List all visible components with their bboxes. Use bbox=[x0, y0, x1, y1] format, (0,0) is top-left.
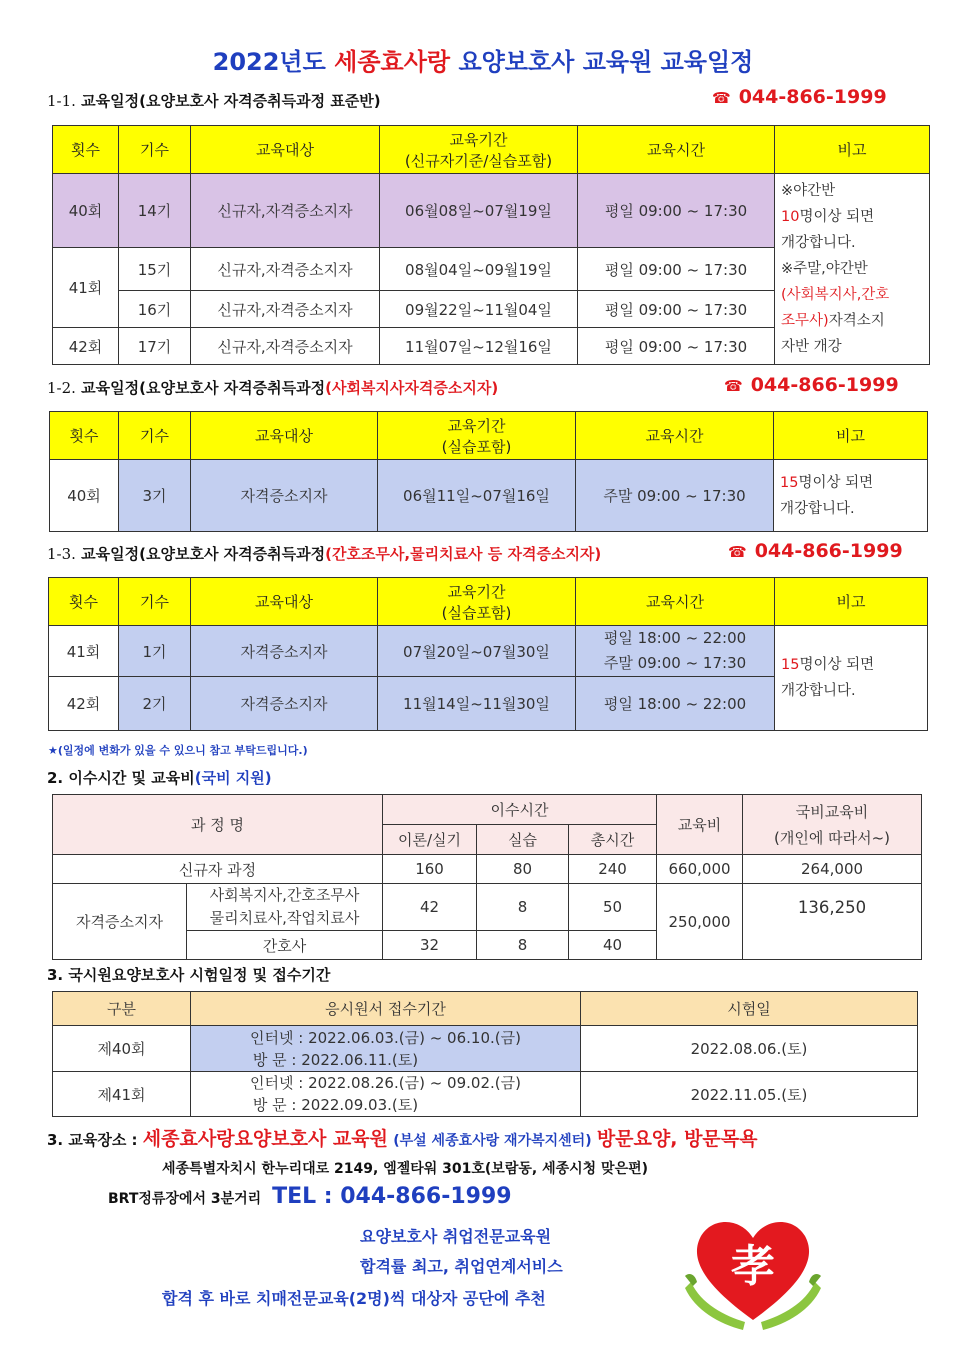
cell-round: 제40회 bbox=[53, 1026, 191, 1072]
header-time: 교육시간 bbox=[578, 126, 775, 174]
cell-target: 자격증소지자 bbox=[191, 460, 378, 532]
cell-time: 평일 09:00 ~ 17:30 bbox=[578, 291, 775, 328]
course-new: 신규자 과정 bbox=[53, 855, 383, 884]
title-rest: 요양보호사 교육원 교육일정 bbox=[458, 48, 754, 76]
section-highlight: (사회복지사자격증소지자) bbox=[325, 379, 499, 397]
header-practice: 실습 bbox=[477, 825, 569, 855]
header-period-l2: (실습포함) bbox=[441, 603, 512, 622]
cell-target: 신규자,자격증소지자 bbox=[191, 328, 380, 365]
header-note: 비고 bbox=[775, 578, 928, 626]
header-round: 횟수 bbox=[53, 126, 119, 174]
section-number: 1-2. bbox=[47, 379, 76, 397]
brt-line bbox=[108, 1184, 512, 1209]
section-highlight: (국비 지원) bbox=[194, 769, 272, 787]
note-line bbox=[780, 470, 921, 496]
note-highlight: 15 bbox=[780, 474, 799, 491]
course-name-line: 물리치료사,작업치료사 bbox=[209, 909, 360, 927]
cell-period: 06월11일~07월16일 bbox=[378, 460, 576, 532]
title-year: 2022년도 bbox=[212, 48, 326, 76]
section-2-heading bbox=[47, 767, 272, 788]
section-number: 1-1. bbox=[47, 92, 76, 110]
section-label: 2. 이수시간 및 교육비 bbox=[47, 769, 195, 787]
cell-period: 11월14일~11월30일 bbox=[378, 677, 576, 731]
note-text: 명이상 되면 bbox=[799, 657, 875, 673]
note-highlight: 10 bbox=[781, 209, 800, 225]
place-service: 방문요양, 방문목욕 bbox=[596, 1128, 758, 1150]
promo-line-1: 요양보호사 취업전문교육원 bbox=[360, 1227, 552, 1246]
cell-gov: 136,250 bbox=[743, 884, 922, 960]
cell-round: 41회 bbox=[49, 626, 119, 677]
header-gen: 기수 bbox=[119, 412, 191, 460]
cell-time-line: 평일 18:00 ~ 22:00 bbox=[603, 629, 747, 647]
cell-gen: 17기 bbox=[119, 328, 191, 365]
cell-period: 06월08일~07월19일 bbox=[380, 174, 578, 248]
cell-apply bbox=[191, 1072, 581, 1117]
cell-theory: 160 bbox=[383, 855, 477, 884]
section-1-1-heading bbox=[47, 90, 381, 111]
cell-time: 평일 09:00 ~ 17:30 bbox=[578, 328, 775, 365]
header-round: 횟수 bbox=[50, 412, 119, 460]
exam-table bbox=[52, 991, 918, 1117]
cell-gen: 16기 bbox=[119, 291, 191, 328]
cell-total: 50 bbox=[569, 884, 657, 931]
cell-round: 제41회 bbox=[53, 1072, 191, 1117]
phone-number: 044-866-1999 bbox=[750, 374, 899, 396]
course-cert: 자격증소지자 bbox=[53, 884, 187, 960]
header-exam: 시험일 bbox=[581, 992, 918, 1026]
header-fee: 교육비 bbox=[657, 795, 743, 855]
heart-hands-logo bbox=[683, 1212, 823, 1332]
section-number: 1-3. bbox=[47, 545, 76, 563]
note-line: 자반 개강 bbox=[781, 339, 842, 355]
header-period-l1: 교육기간 bbox=[449, 130, 508, 149]
note-line: (사회복지사,간호 bbox=[781, 287, 890, 303]
header-period bbox=[380, 126, 578, 174]
cell-total: 40 bbox=[569, 931, 657, 960]
note-highlight: 15 bbox=[781, 657, 800, 673]
header-period-l1: 교육기간 bbox=[447, 416, 506, 435]
cell-gen: 15기 bbox=[119, 248, 191, 291]
cell-gen: 14기 bbox=[119, 174, 191, 248]
cell-exam: 2022.08.06.(토) bbox=[581, 1026, 918, 1072]
phone-number: 044-866-1999 bbox=[738, 86, 887, 108]
note-text: 자격소지 bbox=[828, 313, 885, 329]
cell-time: 주말 09:00 ~ 17:30 bbox=[576, 460, 774, 532]
header-period-l1: 교육기간 bbox=[447, 582, 506, 601]
note-cell bbox=[775, 174, 930, 365]
section-1-2-heading bbox=[47, 377, 498, 398]
header-type: 구분 bbox=[53, 992, 191, 1026]
cell-apply bbox=[191, 1026, 581, 1072]
phone-icon: ☎ bbox=[724, 377, 743, 395]
header-note: 비고 bbox=[775, 126, 930, 174]
header-gov bbox=[743, 795, 922, 855]
header-total: 총시간 bbox=[569, 825, 657, 855]
header-time: 교육시간 bbox=[576, 412, 774, 460]
header-period-l2: (신규자기준/실습포함) bbox=[404, 151, 553, 170]
cell-time: 평일 18:00 ~ 22:00 bbox=[576, 677, 775, 731]
section-3-heading: 3. 국시원요양보호사 시험일정 및 접수기간 bbox=[47, 966, 331, 984]
note-text: 명이상 되면 bbox=[799, 209, 875, 225]
header-period bbox=[378, 412, 576, 460]
cell-gen: 1기 bbox=[119, 626, 191, 677]
promo-line-2: 합격률 최고, 취업연계서비스 bbox=[360, 1257, 563, 1276]
cell-total: 240 bbox=[569, 855, 657, 884]
phone-3[interactable] bbox=[728, 540, 903, 562]
cell-theory: 42 bbox=[383, 884, 477, 931]
cell-round: 42회 bbox=[49, 677, 119, 731]
header-apply: 응시원서 접수기간 bbox=[191, 992, 581, 1026]
note-line: ※주말,야간반 bbox=[781, 261, 868, 277]
cell-target: 신규자,자격증소지자 bbox=[191, 291, 380, 328]
note-line: ※야간반 bbox=[781, 183, 836, 199]
note-line: 개강합니다. bbox=[780, 500, 855, 517]
note-highlight: 조무사) bbox=[781, 313, 829, 329]
header-round: 횟수 bbox=[49, 578, 119, 626]
phone-icon: ☎ bbox=[712, 89, 731, 107]
note-line bbox=[781, 652, 921, 678]
note-line: 개강합니다. bbox=[781, 235, 856, 251]
header-theory: 이론/실기 bbox=[383, 825, 477, 855]
cell-round: 42회 bbox=[53, 328, 119, 365]
change-notice: ★(일정에 변화가 있을 수 있으니 참고 부탁드립니다.) bbox=[48, 744, 308, 757]
logo-character: 孝 bbox=[731, 1241, 775, 1292]
course-cert-1 bbox=[187, 884, 383, 931]
header-gov-l1: 국비교육비 bbox=[795, 802, 869, 821]
header-course: 과 정 명 bbox=[53, 795, 383, 855]
header-gen: 기수 bbox=[119, 578, 191, 626]
phone-icon: ☎ bbox=[728, 543, 747, 561]
schedule-table-1 bbox=[52, 125, 930, 365]
note-cell bbox=[775, 626, 928, 731]
cell-period: 07월20일~07월30일 bbox=[378, 626, 576, 677]
cell-gen: 3기 bbox=[119, 460, 191, 532]
course-cert-2: 간호사 bbox=[187, 931, 383, 960]
section-label: 교육일정(요양보호사 자격증취득과정 bbox=[81, 379, 326, 397]
note-line: 개강합니다. bbox=[781, 683, 856, 699]
apply-web: 인터넷 : 2022.08.26.(금) ~ 09.02.(금) bbox=[250, 1074, 521, 1092]
address: 세종특별자치시 한누리대로 2149, 엠젤타워 301호(보람동, 세종시청 맞은편) bbox=[162, 1161, 649, 1177]
header-gov-l2: (개인에 따라서~) bbox=[774, 828, 890, 847]
place-line bbox=[47, 1124, 758, 1151]
schedule-table-3 bbox=[48, 577, 928, 731]
header-target: 교육대상 bbox=[191, 578, 378, 626]
cell-gov: 264,000 bbox=[743, 855, 922, 884]
header-time: 교육시간 bbox=[576, 578, 775, 626]
cell-period: 09월22일~11월04일 bbox=[380, 291, 578, 328]
note-cell bbox=[774, 460, 928, 532]
cell-target: 신규자,자격증소지자 bbox=[191, 248, 380, 291]
cell-period: 08월04일~09월19일 bbox=[380, 248, 578, 291]
header-gen: 기수 bbox=[119, 126, 191, 174]
cell-practice: 80 bbox=[477, 855, 569, 884]
apply-visit: 방 문 : 2022.09.03.(토) bbox=[252, 1096, 419, 1114]
cell-time: 평일 09:00 ~ 17:30 bbox=[578, 248, 775, 291]
note-line bbox=[781, 204, 923, 230]
phone-1[interactable] bbox=[712, 86, 887, 108]
phone-number: 044-866-1999 bbox=[754, 540, 903, 562]
cell-time bbox=[576, 626, 775, 677]
cell-target: 자격증소지자 bbox=[191, 677, 378, 731]
page-title bbox=[0, 42, 966, 77]
cell-fee: 250,000 bbox=[657, 884, 743, 960]
cell-target: 자격증소지자 bbox=[191, 626, 378, 677]
cell-gen: 2기 bbox=[119, 677, 191, 731]
header-target: 교육대상 bbox=[191, 412, 378, 460]
cell-time: 평일 09:00 ~ 17:30 bbox=[578, 174, 775, 248]
section-label: 교육일정(요양보호사 자격증취득과정 bbox=[81, 545, 326, 563]
section-1-3-heading bbox=[47, 543, 601, 564]
course-name-line: 사회복지사,간호조무사 bbox=[209, 886, 360, 904]
cell-exam: 2022.11.05.(토) bbox=[581, 1072, 918, 1117]
cell-round: 41회 bbox=[53, 248, 119, 328]
header-hours: 이수시간 bbox=[383, 795, 657, 825]
section-highlight: (간호조무사,물리치료사 등 자격증소지자) bbox=[325, 545, 602, 563]
place-label: 3. 교육장소 : bbox=[47, 1131, 138, 1149]
cell-practice: 8 bbox=[477, 931, 569, 960]
note-text: 명이상 되면 bbox=[798, 474, 874, 491]
schedule-table-2 bbox=[49, 411, 928, 532]
place-name: 세종효사랑요양보호사 교육원 bbox=[142, 1128, 388, 1150]
apply-visit: 방 문 : 2022.06.11.(토) bbox=[252, 1050, 419, 1069]
cell-period: 11월07일~12월16일 bbox=[380, 328, 578, 365]
cell-fee: 660,000 bbox=[657, 855, 743, 884]
note-line bbox=[781, 308, 923, 334]
title-brand: 세종효사랑 bbox=[334, 48, 451, 76]
header-period-l2: (실습포함) bbox=[441, 437, 512, 456]
cell-time-line: 주말 09:00 ~ 17:30 bbox=[603, 654, 747, 672]
cell-target: 신규자,자격증소지자 bbox=[191, 174, 380, 248]
cell-round: 40회 bbox=[53, 174, 119, 248]
place-sub: (부설 세종효사랑 재가복지센터) bbox=[393, 1133, 592, 1149]
header-note: 비고 bbox=[774, 412, 928, 460]
header-target: 교육대상 bbox=[191, 126, 380, 174]
cell-practice: 8 bbox=[477, 884, 569, 931]
brt-tel[interactable]: TEL : 044-866-1999 bbox=[272, 1184, 512, 1209]
header-period bbox=[378, 578, 576, 626]
brt-text: BRT정류장에서 3분거리 bbox=[108, 1191, 262, 1207]
apply-web: 인터넷 : 2022.06.03.(금) ~ 06.10.(금) bbox=[250, 1028, 521, 1047]
phone-2[interactable] bbox=[724, 374, 899, 396]
section-label: 교육일정(요양보호사 자격증취득과정 표준반) bbox=[81, 92, 381, 110]
fee-table bbox=[52, 794, 922, 960]
promo-line-3: 합격 후 바로 치매전문교육(2명)씩 대상자 공단에 추천 bbox=[162, 1289, 546, 1308]
cell-round: 40회 bbox=[50, 460, 119, 532]
cell-theory: 32 bbox=[383, 931, 477, 960]
